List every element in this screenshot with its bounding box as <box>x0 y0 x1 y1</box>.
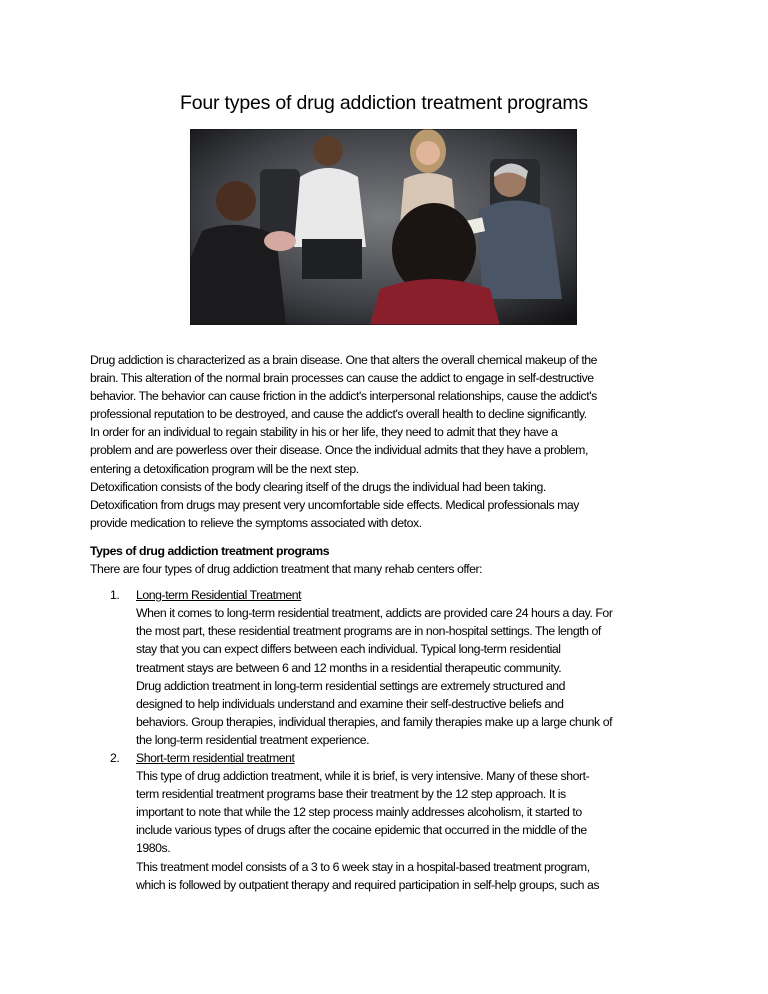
text-line: In order for an individual to regain stability in his or her life, they need to admit that they have a <box>90 425 558 440</box>
text-line: behaviors. Group therapies, individual therapies, and family therapies make up a large chunk of <box>136 714 613 729</box>
text-line: Detoxification from drugs may present very uncomfortable side effects. Medical professionals may <box>90 497 579 512</box>
list-number: 2. <box>110 750 120 765</box>
text-line: behavior. The behavior can cause friction in the addict's interpersonal relationships, cause the addict's <box>90 389 597 404</box>
text-line: the most part, these residential treatment programs are in non-hospital settings. The length of <box>136 624 601 639</box>
text-line: stay that you can expect differs between each individual. Typical long-term residential <box>136 642 561 657</box>
text-line: Drug addiction is characterized as a brain disease. One that alters the overall chemical makeup of the <box>90 353 598 367</box>
text-line: problem and are powerless over their disease. Once the individual admits that they have a problem, <box>90 443 588 458</box>
text-line: include various types of drugs after the cocaine epidemic that occurred in the middle of the <box>136 823 587 838</box>
text-line: term residential treatment programs base their treatment by the 12 step approach. It is <box>136 787 566 802</box>
list-number: 1. <box>110 588 120 603</box>
text-line: When it comes to long-term residential treatment, addicts are provided care 24 hours a day. For <box>136 606 613 621</box>
group-therapy-illustration <box>190 129 577 325</box>
list-item <box>90 586 690 749</box>
section-intro: There are four types of drug addiction treatment that many rehab centers offer: <box>90 562 483 577</box>
text-line: designed to help individuals understand and examine their self-destructive beliefs and <box>136 696 564 711</box>
text-line: professional reputation to be destroyed, and cause the addict's overall health to decline significantly. <box>90 407 587 422</box>
text-line: Detoxification consists of the body clearing itself of the drugs the individual had been taking. <box>90 479 546 494</box>
document-title: Four types of drug addiction treatment programs <box>180 92 588 114</box>
text-line: important to note that while the 12 step process mainly addresses alcoholism, it started to <box>136 805 582 820</box>
treatment-list <box>90 586 690 894</box>
text-line: provide medication to relieve the symptoms associated with detox. <box>90 515 422 530</box>
list-item <box>90 749 690 894</box>
list-item-title: Short-term residential treatment <box>136 750 295 765</box>
list-item-title: Long-term Residential Treatment <box>136 588 302 603</box>
text-line: brain. This alteration of the normal brain processes can cause the addict to engage in self-destructive <box>90 371 594 386</box>
section-heading: Types of drug addiction treatment programs <box>90 543 330 558</box>
text-line: This treatment model consists of a 3 to 6 week stay in a hospital-based treatment program, <box>136 859 590 874</box>
intro-paragraph <box>90 351 690 532</box>
text-line: entering a detoxification program will be the next step. <box>90 461 359 476</box>
text-line: This type of drug addiction treatment, while it is brief, is very intensive. Many of these short- <box>136 769 590 784</box>
text-line: the long-term residential treatment experience. <box>136 732 370 747</box>
document-body <box>90 351 690 894</box>
group-therapy-photo <box>190 129 577 325</box>
text-line: 1980s. <box>136 841 171 856</box>
text-line: treatment stays are between 6 and 12 months in a residential therapeutic community. <box>136 660 562 675</box>
text-line: which is followed by outpatient therapy and required participation in self-help groups, such as <box>136 877 600 892</box>
text-line: Drug addiction treatment in long-term residential settings are extremely structured and <box>136 678 566 693</box>
